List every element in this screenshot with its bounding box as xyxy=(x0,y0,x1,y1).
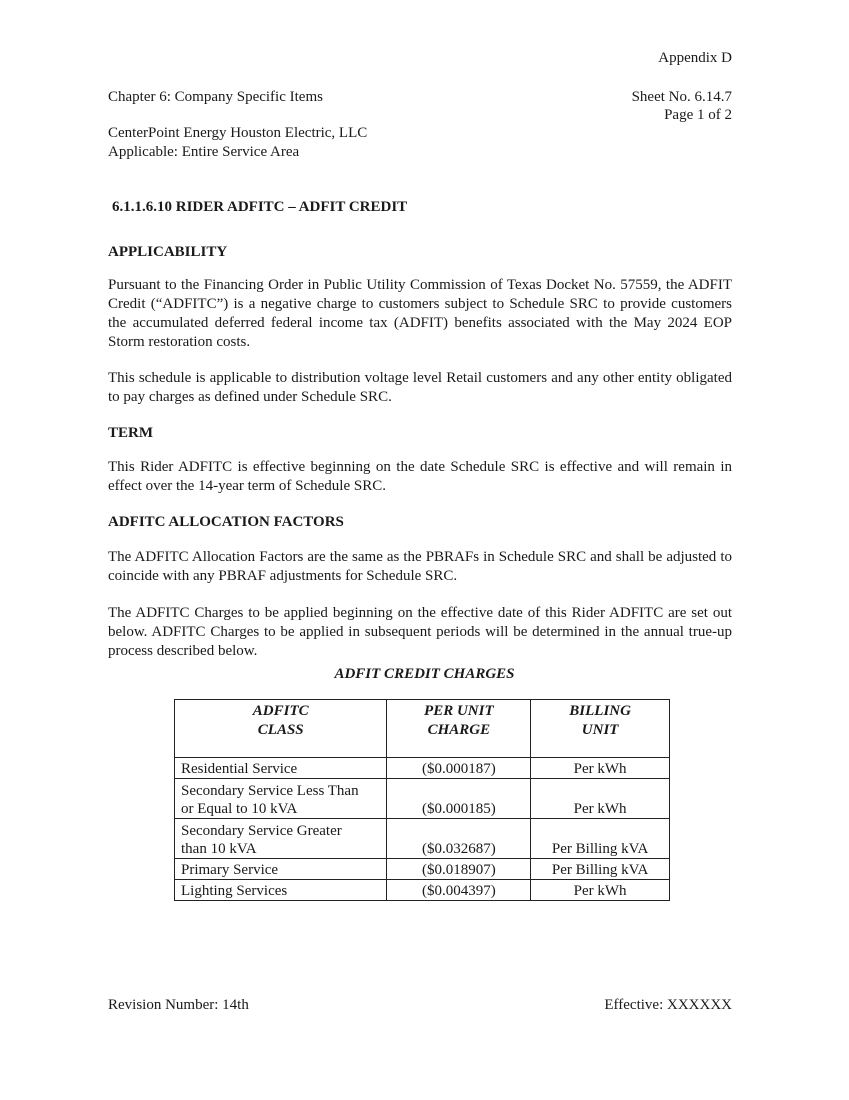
header-unit: BILLING UNIT xyxy=(531,700,670,758)
appendix-label: Appendix D xyxy=(658,50,732,66)
table-row xyxy=(175,779,670,819)
term-heading: TERM xyxy=(108,425,153,441)
charge-cell: ($0.000187) xyxy=(387,758,531,779)
table-row xyxy=(175,819,670,859)
header-charge: PER UNIT CHARGE xyxy=(387,700,531,758)
class-cell: Secondary Service Less Than or Equal to 10 kVA xyxy=(175,779,387,819)
chapter-label: Chapter 6: Company Specific Items xyxy=(108,89,323,105)
header-class: ADFITC CLASS xyxy=(175,700,387,758)
unit-cell: Per kWh xyxy=(531,758,670,779)
effective-date: Effective: XXXXXX xyxy=(604,997,732,1013)
table-row xyxy=(175,880,670,901)
allocation-paragraph-2: The ADFITC Charges to be applied beginning on the effective date of this Rider ADFITC are set out below. ADFITC Charges to be applied in subsequent periods will be determined in the annual true-up process described below. xyxy=(108,605,732,659)
table-row xyxy=(175,859,670,880)
unit-cell: Per kWh xyxy=(531,779,670,819)
unit-cell: Per kWh xyxy=(531,880,670,901)
applicable-area: Applicable: Entire Service Area xyxy=(108,144,300,160)
table-row xyxy=(175,758,670,779)
allocation-heading: ADFITC ALLOCATION FACTORS xyxy=(108,514,344,530)
allocation-paragraph-1: The ADFITC Allocation Factors are the same as the PBRAFs in Schedule SRC and shall be adjusted to coincide with any PBRAF adjustments for Schedule SRC. xyxy=(108,549,732,584)
applicability-paragraph-1: Pursuant to the Financing Order in Public Utility Commission of Texas Docket No. 57559, the ADFIT Credit (“ADFITC”) is a negative charge to customers subject to Schedule SRC to provide customers the accumulated deferred federal income tax (ADFIT) benefits associated with the May 2024 EOP Storm restoration costs. xyxy=(108,277,732,350)
unit-cell: Per Billing kVA xyxy=(531,859,670,880)
company-name: CenterPoint Energy Houston Electric, LLC xyxy=(108,125,368,141)
adfit-credit-charges-table xyxy=(174,699,670,901)
class-cell: Primary Service xyxy=(175,859,387,880)
rider-title: 6.1.1.6.10 RIDER ADFITC – ADFIT CREDIT xyxy=(112,199,408,215)
term-paragraph: This Rider ADFITC is effective beginning on the date Schedule SRC is effective and will remain in effect over the 14-year term of Schedule SRC. xyxy=(108,459,732,494)
applicability-heading: APPLICABILITY xyxy=(108,244,228,260)
applicability-paragraph-2: This schedule is applicable to distribution voltage level Retail customers and any other entity obligated to pay charges as defined under Schedule SRC. xyxy=(108,370,732,405)
charge-cell: ($0.018907) xyxy=(387,859,531,880)
class-cell: Lighting Services xyxy=(175,880,387,901)
class-cell: Residential Service xyxy=(175,758,387,779)
charge-cell: ($0.032687) xyxy=(387,819,531,859)
charge-cell: ($0.000185) xyxy=(387,779,531,819)
charge-cell: ($0.004397) xyxy=(387,880,531,901)
revision-number: Revision Number: 14th xyxy=(108,997,249,1013)
page-number: Page 1 of 2 xyxy=(664,107,732,123)
class-cell: Secondary Service Greater than 10 kVA xyxy=(175,819,387,859)
unit-cell: Per Billing kVA xyxy=(531,819,670,859)
table-header-row xyxy=(175,700,670,758)
table-title: ADFIT CREDIT CHARGES xyxy=(334,666,515,682)
sheet-number: Sheet No. 6.14.7 xyxy=(631,89,732,105)
